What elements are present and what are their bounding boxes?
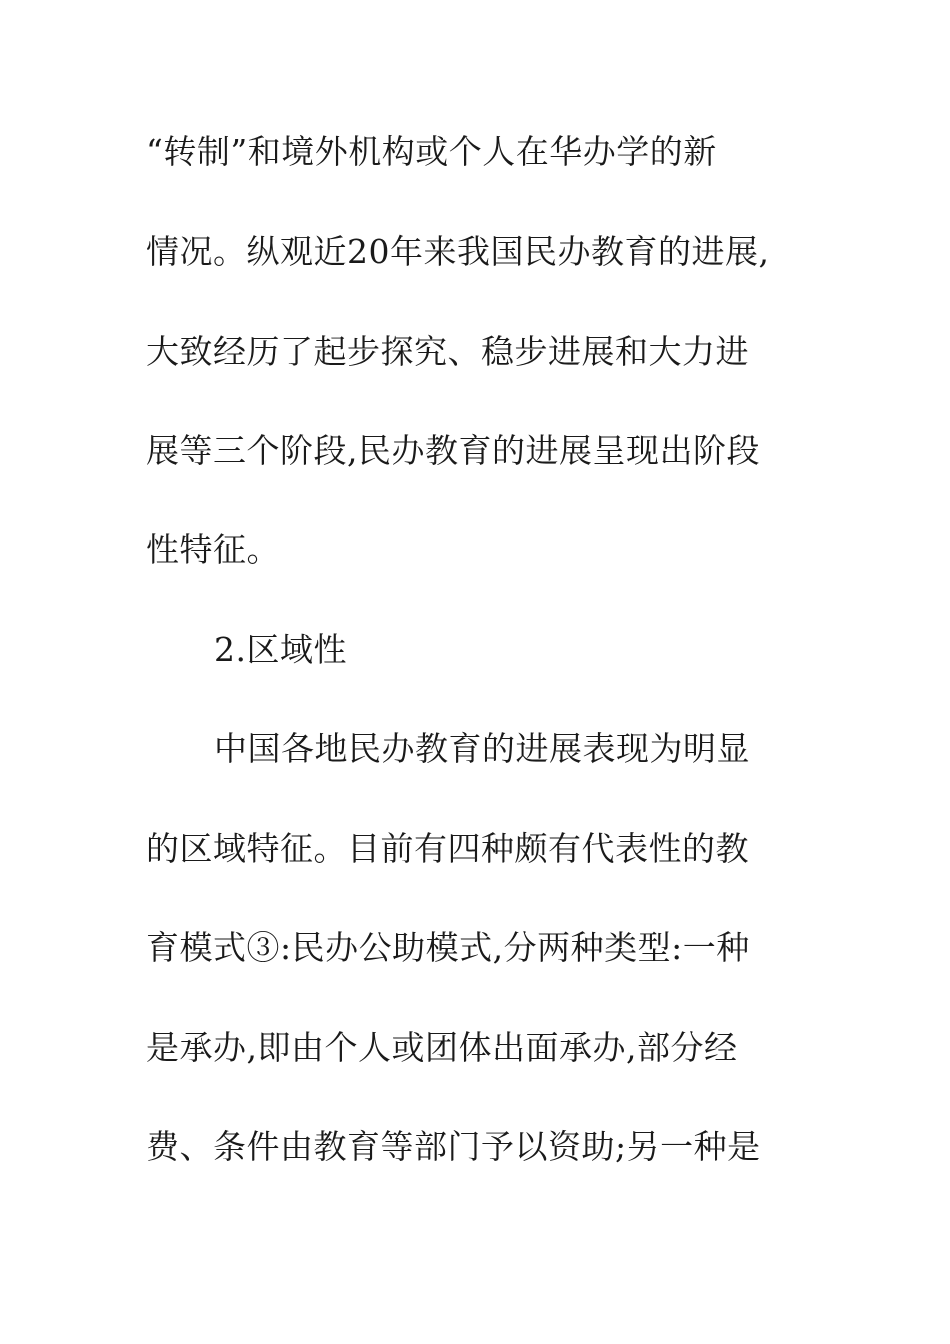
paragraph-line-3: 大致经历了起步探究、稳步进展和大力进 [146,332,749,371]
paragraph-line-10: 费、条件由教育等部门予以资助;另一种是 [146,1127,761,1166]
paragraph-line-8: 育模式③:民办公助模式,分两种类型:一种 [146,928,750,967]
paragraph-line-6: 中国各地民办教育的进展表现为明显 [214,729,750,768]
paragraph-line-7: 的区域特征。目前有四种颇有代表性的教 [146,829,749,868]
paragraph-line-5: 性特征。 [146,530,280,569]
section-heading: 2.区域性 [214,630,347,669]
paragraph-line-1: “转制”和境外机构或个人在华办学的新 [146,132,717,171]
paragraph-line-4: 展等三个阶段,民办教育的进展呈现出阶段 [146,431,760,470]
paragraph-line-2: 情况。纵观近20年来我国民办教育的进展, [146,232,770,271]
paragraph-line-9: 是承办,即由个人或团体出面承办,部分经 [146,1028,738,1067]
